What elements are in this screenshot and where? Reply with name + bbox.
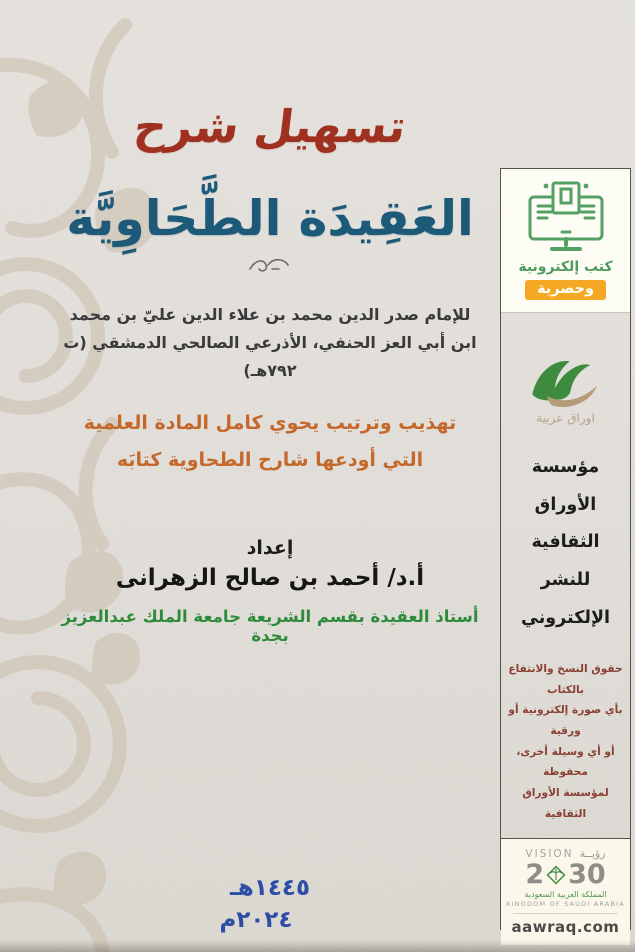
vision-year-suffix: 30	[568, 859, 606, 891]
preparer-name: أ.د/ أحمد بن صالح الزهرانى	[115, 564, 425, 591]
awraq-logo-icon	[520, 353, 612, 411]
vision-text-en: VISION	[525, 847, 574, 860]
preparer-title: أستاذ العقيدة بقسم الشريعة جامعة الملك عبدالعزيز بجدة	[61, 606, 479, 645]
kingdom-name-en: KINGDOM OF SAUDI ARABIA	[506, 900, 625, 909]
cover-main-column	[58, 0, 482, 645]
page-bottom-shadow	[0, 940, 635, 952]
subtitle-line-1: تهذيب وترتيب يحوي كامل المادة العلمية	[83, 411, 457, 434]
copyright-line: لمؤسسة الأوراق الثقافية	[522, 787, 609, 820]
ebook-monitor-icon	[524, 181, 608, 253]
badge-text-ebooks: كتب إلكترونية	[518, 259, 613, 275]
copyright-line: أو أي وسيلة أخرى، محفوظة	[516, 745, 615, 779]
vision-2030-number	[525, 859, 606, 891]
publisher-line: للنشر	[540, 569, 591, 590]
awraq-publisher-logo	[520, 353, 612, 425]
palm-emblem-icon	[545, 864, 567, 886]
publisher-line: مؤسسة	[531, 457, 600, 477]
badge-text-exclusive: وحصرية	[525, 280, 606, 300]
publisher-website: aawraq.com	[511, 918, 620, 937]
awraq-logo-caption: اوراق عربية	[536, 411, 595, 425]
publication-date	[58, 872, 482, 936]
copyright-notice	[501, 659, 630, 839]
publisher-line: الأوراق	[534, 494, 597, 515]
publisher-line: الثقافية	[531, 532, 600, 553]
series-title: تسهيل شرح	[131, 100, 409, 153]
edition-subtitle	[58, 405, 482, 479]
publisher-name	[521, 449, 610, 637]
vision-2030-box	[501, 839, 630, 945]
vision-year-prefix: 2	[525, 859, 545, 891]
book-main-title: العَقِيدَة الطَّحَاوِيَّة	[66, 190, 474, 247]
author-attribution	[58, 301, 482, 385]
ebook-badge	[501, 169, 630, 313]
calligrapher-signature-ornament	[58, 255, 482, 275]
copyright-line: بأي صورة إلكترونية أو ورقية	[508, 704, 623, 738]
author-line-1: للإمام صدر الدين محمد بن علاء الدين عليّ بن محمد	[69, 304, 471, 324]
publisher-line: الإلكتروني	[521, 607, 610, 628]
year-hijri: ١٤٤٥هـ	[230, 874, 310, 901]
publisher-sidebar	[500, 168, 631, 937]
prepared-by-label: إعداد	[246, 536, 294, 559]
copyright-line: حقوق النسخ والانتفاع بالكتاب	[508, 663, 623, 696]
year-gregorian: ٢٠٢٤م	[219, 906, 293, 933]
divider	[513, 913, 617, 914]
author-line-2: ابن أبي العز الحنفي، الأذرعي الصالحي الدمشقي (ت ٧٩٢هـ)	[63, 332, 477, 380]
kingdom-name-ar: المملكة العربية السعودية	[524, 890, 607, 900]
subtitle-line-2: التي أودعها شارح الطحاوية كتابَه	[116, 448, 424, 471]
vision-text-ar: رؤيــة	[579, 847, 606, 861]
